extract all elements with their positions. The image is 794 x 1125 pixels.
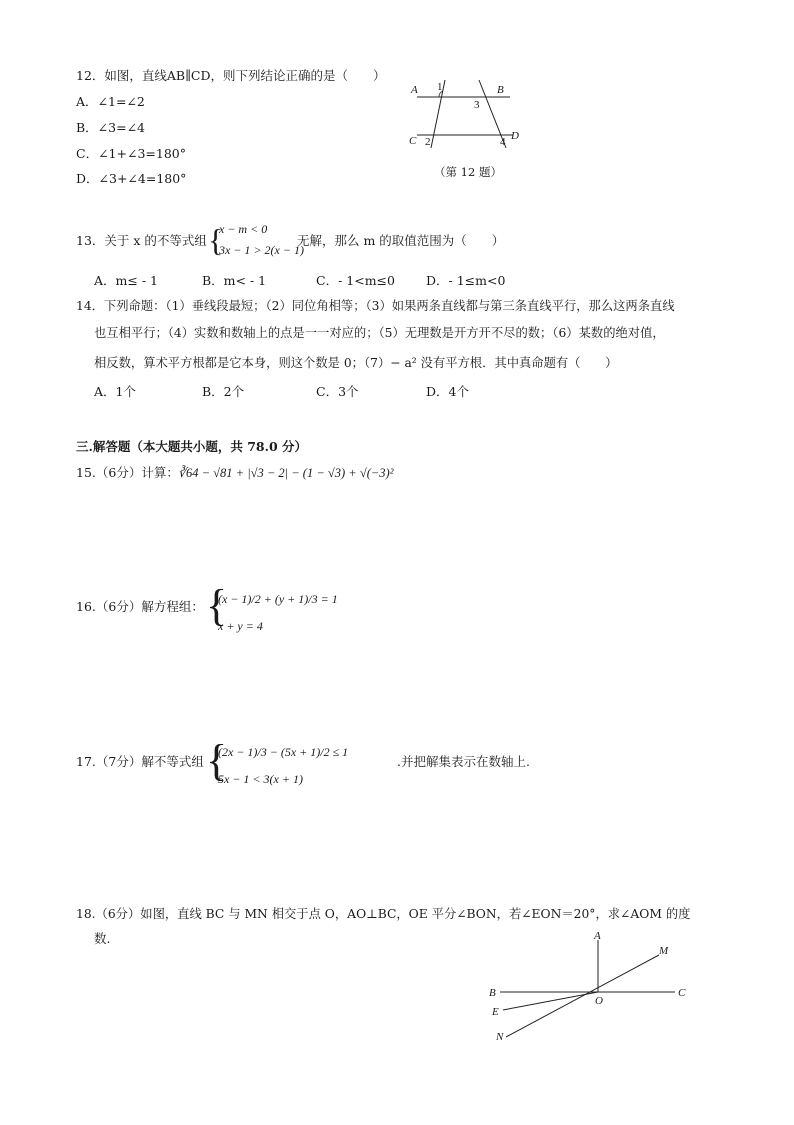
q17-row2: 5x − 1 < 3(x + 1) (218, 772, 303, 786)
label-b: B (489, 987, 496, 999)
q14-line1: 14．下列命题：（1）垂线段最短；（2）同位角相等；（3）如果两条直线都与第三条直线平行，那么这两条直线 (76, 299, 675, 313)
label-m: M (659, 945, 669, 957)
q16-row1: (x − 1)/2 + (y + 1)/3 = 1 (218, 592, 338, 606)
q13-row2: 3x − 1 > 2(x − 1) (219, 243, 304, 257)
q14-line3: 相反数，算术平方根都是它本身，则这个数是 0；（7）− a² 没有平方根．其中真命题有（ ） (94, 356, 618, 370)
q14-option-a: A．1个 (94, 384, 136, 399)
q12-stem: 12．如图，直线AB∥CD，则下列结论正确的是（ ） (76, 68, 386, 83)
q16-row2: x + y = 4 (218, 619, 263, 633)
q14-line2: 也互相平行；（4）实数和数轴上的点是一一对应的；（5）无理数是开方开不尽的数；（6）某数的绝对值， (94, 326, 665, 340)
q17-brace: { (206, 736, 228, 785)
q13-option-c: C．- 1<m≤0 (316, 273, 395, 288)
label-c: C (678, 987, 686, 999)
q13-option-b: B．m< - 1 (202, 273, 267, 288)
label-c: C (409, 135, 417, 147)
label-angle-3: 3 (474, 99, 480, 111)
q13-option-a: A．m≤ - 1 (94, 273, 158, 288)
line-mn (506, 955, 659, 1037)
label-e: E (492, 1006, 499, 1018)
q15-expression: ∛64 − √81 + |√3 − 2| − (1 − √3) + √(−3)² (178, 466, 394, 480)
q13-brace: { (208, 222, 224, 258)
q13-row1: x − m < 0 (219, 222, 268, 236)
q12-option-d: D．∠3+∠4=180° (76, 171, 187, 186)
label-angle-1: 1 (437, 81, 443, 93)
q17-row1: (2x − 1)/3 − (5x + 1)/2 ≤ 1 (218, 745, 349, 759)
q12-option-c: C．∠1+∠3=180° (76, 146, 186, 161)
q15-prefix: 15.（6分）计算： (76, 465, 179, 480)
q18-line2: 数. (94, 931, 111, 946)
q17-prefix: 17.（7分）解不等式组 (76, 754, 204, 769)
label-a: A (411, 84, 418, 96)
ray-oe (503, 992, 598, 1010)
q17-suffix: .并把解集表示在数轴上. (397, 754, 530, 769)
q18-line1: 18.（6分）如图，直线 BC 与 MN 相交于点 O，AO⊥BC，OE 平分∠BON，若∠EON＝20°，求∠AOM 的度 (76, 907, 691, 921)
q13-suffix: 无解，那么 m 的取值范围为（ ） (297, 233, 505, 248)
q14-option-c: C．3个 (316, 384, 359, 399)
label-angle-4: 4 (500, 136, 506, 148)
label-a: A (594, 930, 601, 942)
label-d: D (511, 130, 519, 142)
label-b: B (497, 84, 504, 96)
label-o: O (595, 995, 603, 1007)
q12-figure (405, 78, 535, 158)
q12-option-a: A．∠1=∠2 (76, 94, 145, 109)
q12-option-b: B．∠3=∠4 (76, 120, 146, 135)
q16-prefix: 16.（6分）解方程组： (76, 599, 204, 614)
q12-caption: （第 12 题） (434, 165, 502, 179)
label-n: N (496, 1031, 504, 1043)
q16-brace: { (206, 581, 228, 630)
q18-figure (485, 925, 705, 1050)
label-angle-2: 2 (425, 136, 431, 148)
q14-option-b: B．2个 (202, 384, 245, 399)
q14-option-d: D．4个 (426, 384, 469, 399)
q13-prefix: 13．关于 x 的不等式组 (76, 233, 207, 248)
q13-option-d: D．- 1≤m<0 (426, 273, 506, 288)
section3-title: 三.解答题（本大题共小题，共 78.0 分） (76, 439, 308, 454)
